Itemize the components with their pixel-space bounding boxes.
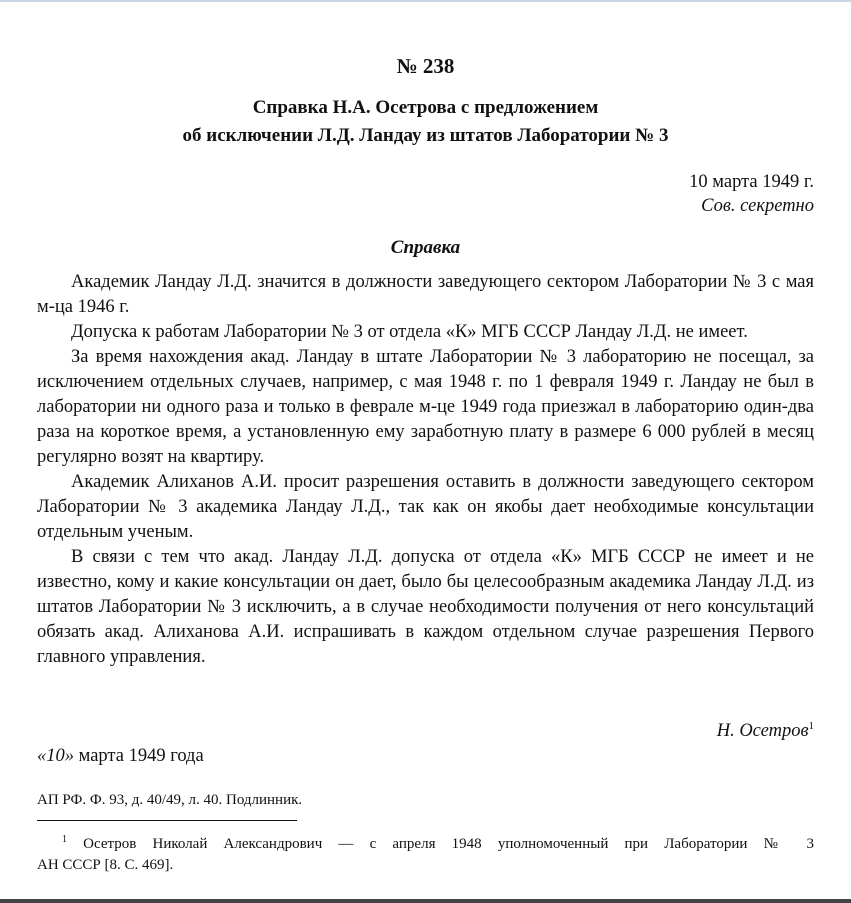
closing-date	[37, 746, 204, 767]
document-body	[37, 270, 814, 670]
paragraph: Академик Ландау Л.Д. значится в должности заведующего сектором Лаборатории № 3 с мая м-ца 1946 г.	[37, 272, 814, 317]
closing-date-day: «10»	[37, 746, 74, 766]
footnote-text-1: Осетров Николай Александрович — с апреля 1948 уполномоченный при Лаборатории № 3	[67, 836, 814, 852]
closing-date-rest: марта 1949 года	[74, 746, 204, 766]
footnote-mark: 1	[62, 834, 67, 845]
footnote	[37, 829, 814, 876]
paragraph: Академик Алиханов А.И. просит разрешения оставить в должности заведующего сектором Лаборатории № 3 академика Ландау Л.Д., так как он якобы дает необходимые консультации отдельным ученым.	[37, 472, 814, 542]
document-date: 10 марта 1949 г.	[689, 172, 814, 192]
document-title-line-1: Справка Н.А. Осетрова с предложением	[252, 97, 599, 118]
footnote-line-1	[37, 829, 814, 855]
paragraph: За время нахождения акад. Ландау в штате Лаборатории № 3 лабораторию не посещал, за исключением отдельных случаев, например, с мая 1948 г. по 1 февраля 1949 г. Ландау не был в лаборатории ни одного раза и только в феврале м-це 1949 года приезжал в лабораторию один-два раза на короткое время, а установленную ему заработную плату в размере 6 000 рублей в месяц регулярно возят на квартиру.	[37, 347, 814, 467]
section-heading: Справка	[390, 237, 461, 258]
page-bottom-border	[0, 899, 851, 903]
document-number: № 238	[396, 54, 455, 78]
footnote-divider	[37, 820, 297, 821]
paragraph: Допуска к работам Лаборатории № 3 от отдела «К» МГБ СССР Ландау Л.Д. не имеет.	[71, 322, 748, 342]
classification-mark: Сов. секретно	[701, 196, 814, 216]
footnote-reference: 1	[808, 720, 814, 732]
signature-name: Н. Осетров	[716, 721, 809, 742]
document-title-line-2: об исключении Л.Д. Ландау из штатов Лаборатории № 3	[182, 125, 669, 146]
archive-reference: АП РФ. Ф. 93, д. 40/49, л. 40. Подлинник.	[37, 792, 303, 808]
paragraph: В связи с тем что акад. Ландау Л.Д. допуска от отдела «К» МГБ СССР не имеет и не известно, кому и какие консультации он дает, было бы целесообразным академика Ландау Л.Д. из штатов Лаборатории № 3 исключить, а в случае необходимости получения от него консультаций обязать акад. Алиханова А.И. испрашивать в каждом отдельном случае разрешения Первого главного управления.	[37, 547, 814, 667]
signature	[717, 720, 814, 742]
footnote-line-2: АН СССР [8. С. 469].	[37, 857, 174, 873]
